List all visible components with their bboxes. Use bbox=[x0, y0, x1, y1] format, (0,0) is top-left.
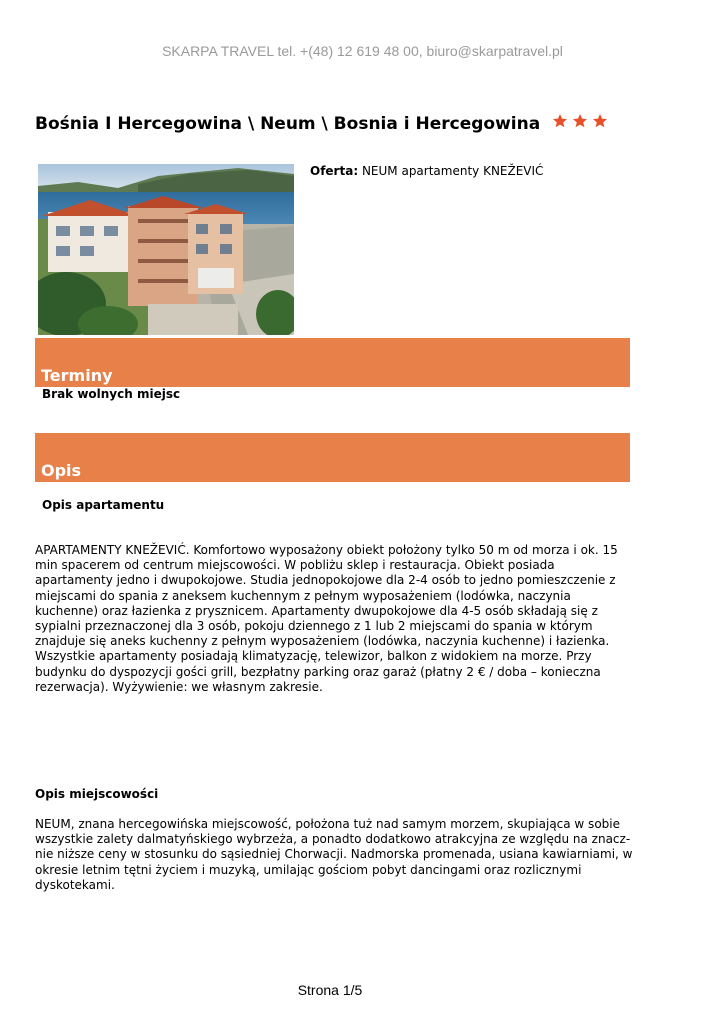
star-icon bbox=[572, 113, 588, 129]
place-description: NEUM, znana hercegowińska miejscowość, położona tuż nad samym morzem, skupiająca w sobie wszystkie zalety dalmatyńskiego wybrzeża, a ponadto dodatkowo atrakcyjna ze względu na znacz-nie niższe ceny w stosunku do sąsiedniej Chorwacji. Nadmorska promenada, usiana kawiarniami, w okresie letnim tętni życiem i muzyką, umilając gościom pobyt dancingami oraz rozlicznymi dyskotekami. bbox=[35, 817, 633, 892]
offer-line bbox=[310, 164, 543, 178]
apartment-heading: Opis apartamentu bbox=[42, 498, 165, 512]
hotel-photo-illustration bbox=[38, 164, 294, 335]
apartment-description: APARTAMENTY KNEŽEVIĆ. Komfortowo wyposażony obiekt położony tylko 50 m od morza i ok. 15 min spacerem od centrum miejscowości. W pobliżu sklep i restauracja. Obiekt posiada apartamenty jedno i dwupokojowe. Studia jednopokojowe dla 2-4 osób to jedno pomieszczenie z miejscami do spania z aneksem kuchennym z pełnym wyposażeniem (lodówka, naczynia kuchenne) oraz łazienka z prysznicem. Apartamenty dwupokojowe dla 4-5 osób składają się z sypialni przeznaczonej dla 3 osób, pokoju dziennego z 1 lub 2 miejscami do spania w którym znajduje się aneks kuchenny z pełnym wyposażeniem (lodówka, naczynia kuchenne) i łazienka. Wszystkie apartamenty posiadają klimatyzację, telewizor, balkon z widokiem na morze. Przy budynku do dyspozycji gości grill, bezpłatny parking oraz garaż (płatny 2 € / doba – konieczna rezerwacja). Wyżywienie: we własnym zakresie. bbox=[35, 543, 618, 694]
star-icon bbox=[552, 113, 568, 129]
terminy-band bbox=[35, 338, 630, 387]
offer-label: Oferta: bbox=[310, 164, 359, 178]
place-heading: Opis miejscowości bbox=[35, 787, 159, 801]
star-icon bbox=[592, 113, 608, 129]
page-number: Strona 1/5 bbox=[297, 982, 363, 998]
terminy-status: Brak wolnych miejsc bbox=[42, 387, 181, 401]
opis-band bbox=[35, 433, 630, 482]
terminy-heading: Terminy bbox=[41, 366, 113, 385]
title-row bbox=[35, 114, 612, 134]
hotel-photo bbox=[38, 164, 294, 335]
star-rating bbox=[552, 113, 612, 129]
page-header: SKARPA TRAVEL tel. +(48) 12 619 48 00, biuro@skarpatravel.pl bbox=[162, 43, 563, 59]
offer-value: NEUM apartamenty KNEŽEVIĆ bbox=[361, 164, 544, 178]
page-title: Bośnia I Hercegowina \ Neum \ Bosnia i Hercegowina bbox=[35, 114, 541, 134]
opis-heading: Opis bbox=[41, 461, 82, 480]
